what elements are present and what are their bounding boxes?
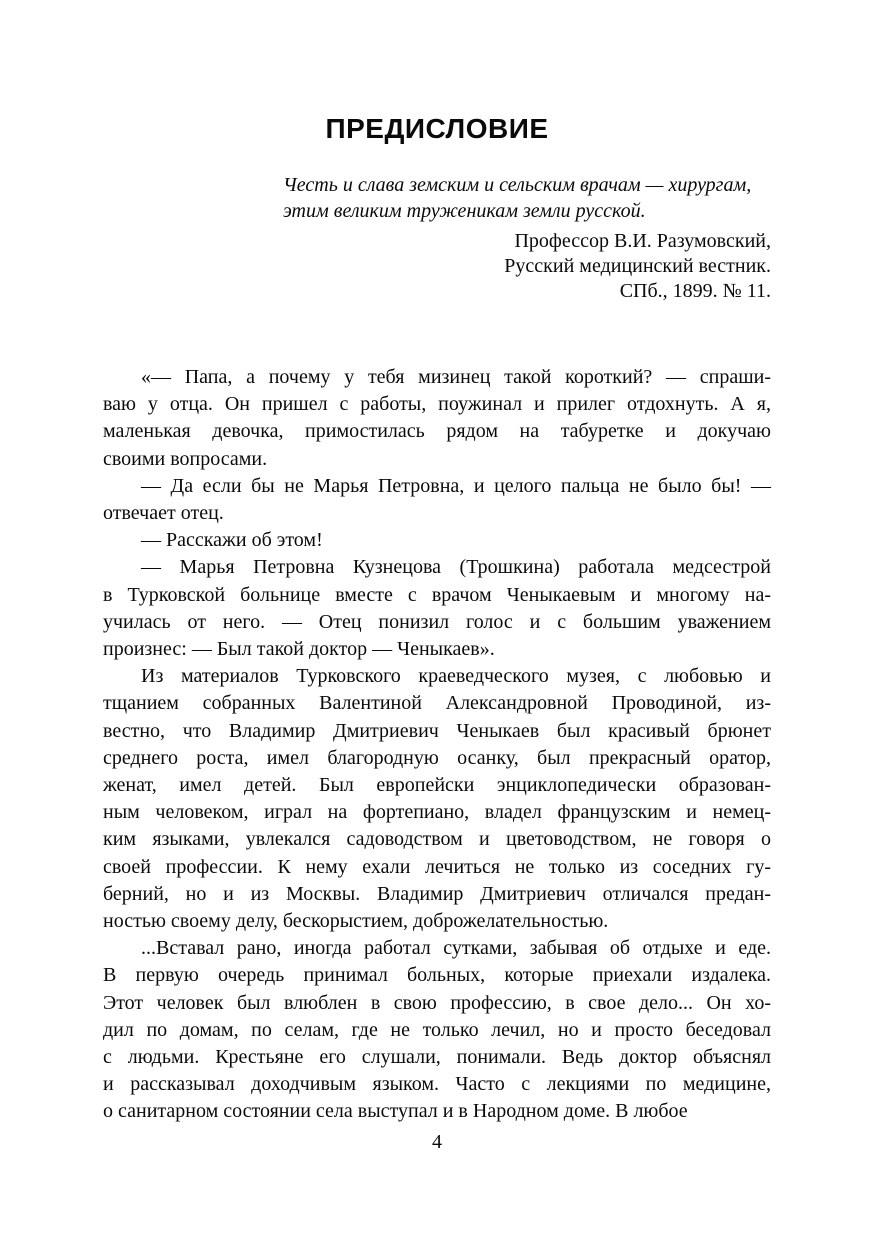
- body-text: [103, 364, 771, 1126]
- body-line: ным человеком, играл на фортепиано, владел французским и немец-: [103, 801, 771, 824]
- body-line: — Расскажи об этом!: [141, 529, 323, 552]
- body-line: женат, имел детей. Был европейски энциклопедически образован-: [103, 774, 771, 797]
- body-line: «— Папа, а почему у тебя мизинец такой короткий? — спраши-: [141, 366, 771, 388]
- attribution-line: Русский медицинский вестник.: [504, 255, 771, 277]
- body-line: своей профессии. К нему ехали лечиться не только из соседних гу-: [103, 855, 771, 878]
- body-line: ваю у отца. Он пришел с работы, поужинал и прилег отдохнуть. А я,: [103, 393, 771, 416]
- epigraph-attribution: [103, 229, 771, 304]
- body-line: тщанием собранных Валентиной Александровной Проводиной, из-: [103, 692, 771, 715]
- body-line: — Да если бы не Марья Петровна, и целого пальца не было бы! —: [141, 474, 771, 497]
- body-line: — Марья Петровна Кузнецова (Трошкина) работала медсестрой: [141, 556, 771, 579]
- body-line: маленькая девочка, примостилась рядом на табуретке и докучаю: [103, 420, 771, 443]
- body-line: вестно, что Владимир Дмитриевич Ченыкаев был красивый брюнет: [103, 719, 771, 742]
- body-line: училась от него. — Отец понизил голос и с большим уважением: [103, 610, 771, 633]
- body-line: ким языками, увлекался садоводством и цветоводством, не говоря о: [103, 828, 771, 851]
- body-line: дил по домам, по селам, где не только лечил, но и просто беседовал: [103, 1018, 771, 1041]
- body-line: своими вопросами.: [103, 447, 268, 470]
- body-line: отвечает отец.: [103, 502, 224, 525]
- body-line: Этот человек был влюблен в свою профессию, в свое дело... Он хо-: [103, 991, 771, 1014]
- body-line: В первую очередь принимал больных, которые приехали издалека.: [103, 964, 771, 987]
- epigraph-line: этим великим труженикам земли русской.: [283, 200, 646, 222]
- body-line: произнес: — Был такой доктор — Ченыкаев».: [103, 638, 495, 661]
- body-line: среднего роста, имел благородную осанку, был прекрасный оратор,: [103, 746, 771, 769]
- epigraph-line: Честь и слава земским и сельским врачам — хирургам,: [283, 174, 752, 196]
- page-title: ПРЕДИСЛОВИЕ: [325, 113, 549, 144]
- epigraph: [283, 172, 771, 224]
- page-number: 4: [432, 1130, 442, 1153]
- body-line: ...Вставал рано, иногда работал сутками, забывая об отдыхе и еде.: [141, 937, 771, 960]
- attribution-line: СПб., 1899. № 11.: [619, 280, 771, 302]
- body-line: в Турковской больнице вместе с врачом Ченыкаевым и многому на-: [103, 583, 771, 606]
- body-line: и рассказывал доходчивым языком. Часто с лекциями по медицине,: [103, 1073, 771, 1096]
- body-line: о санитарном состоянии села выступал и в Народном доме. В любое: [103, 1100, 688, 1123]
- body-line: берний, но и из Москвы. Владимир Дмитриевич отличался предан-: [103, 882, 771, 905]
- body-line: Из материалов Турковского краеведческого музея, с любовью и: [141, 665, 771, 688]
- body-line: ностью своему делу, бескорыстием, доброжелательностью.: [103, 910, 609, 933]
- body-line: с людьми. Крестьяне его слушали, понимали. Ведь доктор объяснял: [103, 1046, 771, 1069]
- attribution-line: Профессор В.И. Разумовский,: [514, 230, 771, 252]
